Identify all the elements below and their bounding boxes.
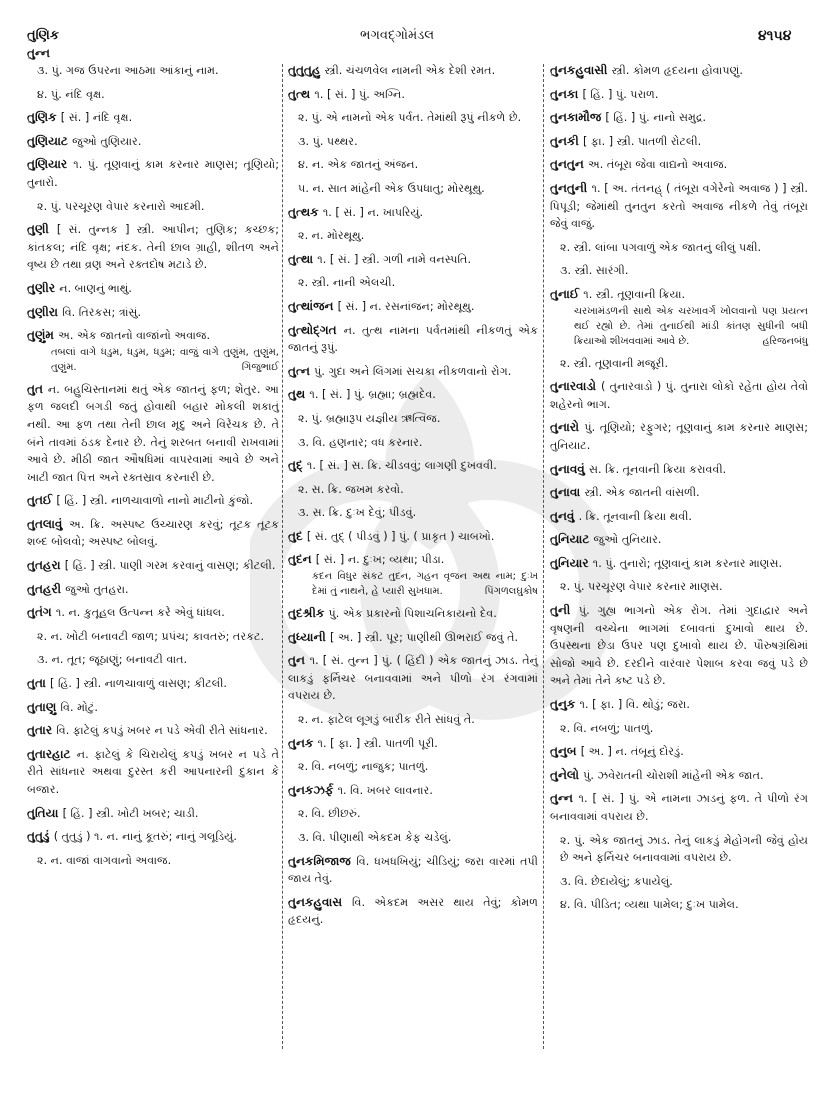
dictionary-entry: [27, 557, 279, 575]
definition: ( તુતુડું ) ૧. ન. નાનું કૂતરું; નાનું ગલૂડિયું.: [53, 830, 237, 844]
dictionary-entry: [288, 853, 538, 888]
dictionary-title: ભગવદ્ગોમંડલ: [360, 28, 435, 43]
citation-source: પિંગળલઘુકોષ: [484, 586, 538, 598]
definition: સ. ક્રિ. તૂનવાની ક્રિયા કરાવવી.: [588, 462, 727, 476]
dictionary-entry: [550, 896, 808, 914]
dictionary-entry: [27, 62, 279, 80]
dictionary-entry: [27, 604, 279, 622]
definition: [ હિં. ] સ્ત્રી. નાળચાવાળો નાનો માટીનો કુંજો.: [56, 494, 254, 508]
definition: [ ફા. ] સ્ત્રી. પાતળી રોટલી.: [582, 134, 702, 148]
definition: અ. તંબૂરા જેવા વાદ્યનો અવાજ.: [587, 158, 728, 172]
dictionary-entry: [550, 531, 808, 549]
headword: તુનારવાડો: [550, 379, 601, 394]
dictionary-entry: [550, 555, 808, 573]
headword: તુતુડું: [27, 829, 54, 844]
definition: સ્ત્રી. ચંચળવેલ નામની એક દેશી રમત.: [324, 64, 496, 77]
definition: જુઓ તુતહરા.: [65, 582, 129, 596]
headword: તુનાઈ: [550, 286, 584, 301]
dictionary-entry: [288, 204, 538, 222]
dictionary-entry: [27, 805, 279, 823]
definition: વિ. તિરકસ; ત્રાંસું.: [62, 305, 142, 319]
headword: તુણીરા: [27, 304, 63, 319]
definition: [ હિં. ] સ્ત્રી. નાળચાવાળું વાસણ; કીટલી.: [50, 677, 227, 691]
dictionary-entry: [288, 109, 538, 127]
definition: ૧. [ અ. તંતનહ્ ( તંબૂરા વગેરેનો અવાજ ) ] સ્ત્રી. પિપૂડી; જેમાંથી તુનતુન કરતો અવાજ નીકળે તેવું તંબૂરા જેવું વાજું.: [550, 181, 808, 231]
dictionary-entry: [550, 461, 808, 479]
dictionary-entry: [550, 767, 808, 785]
definition: ૧. પું. તૂણવાનું કામ કરનાર માણસ; તૂણિયો; તુનારો.: [27, 158, 279, 189]
dictionary-entry: [288, 363, 538, 381]
dictionary-entry: [288, 386, 538, 404]
headword: તુનિયાટ: [550, 532, 594, 547]
dictionary-entry: [27, 280, 279, 298]
column-3: [550, 62, 808, 920]
headword: તુનકઝર્ફ: [288, 782, 338, 797]
definition: ન. બહુચિસ્તાનમાં થતું એક જાતનું ફળ; શેતુર. આ ફળ જલદી બગડી જતું હોવાથી બહાર મોકલી શકાતું નથી. આ ફળ તથા તેની છાલ મૃદુ અને વિરેચક છે. તે બંને તાવમાં ઠંડક દેનાર છે. તેનું શરબત બનાવી રાખવામાં આવે છે. મીઠી જાત ઔષધિમાં વાપરવામાં આવે છે અને ખાટી જાત પિત્ત અને રક્તસ્રાવ કરનારી છે.: [27, 382, 279, 484]
guide-word-left: તુણિક: [27, 28, 60, 43]
headword: તુત્થક: [288, 204, 323, 219]
headword: તુદન: [288, 552, 316, 567]
headword: તુત્થ: [288, 86, 315, 101]
headword: તુતારહાટ: [27, 746, 77, 761]
dictionary-entry: [27, 699, 279, 717]
dictionary-entry: [288, 133, 538, 151]
headword: તુતા: [27, 676, 51, 691]
dictionary-entry: [288, 481, 538, 499]
definition: ૨. સ. ક્રિ. જખમ કરવો.: [298, 482, 404, 496]
definition: ૩. વિ. છેદાયેલું; કપાયેલું.: [560, 874, 673, 888]
definition: ન. ફાટેલું કે ચિરાયેલું કપડું ખબર ન પડે તે રીતે સાંધનાર અથવા દુરસ્ત કરી આપનારની દુકાન કે બજાર.: [27, 747, 279, 796]
dictionary-entry: [288, 274, 538, 292]
dictionary-entry: [550, 156, 808, 174]
dictionary-entry: [550, 578, 808, 596]
headword: તુનકહુવાસ: [288, 894, 352, 909]
headword: તુનકહુવાસી: [550, 63, 612, 77]
headword: તુતઈ: [27, 493, 57, 508]
dictionary-entry: [288, 829, 538, 847]
headword: તુનુક: [550, 697, 580, 712]
dictionary-entry: [550, 62, 808, 80]
definition: પું. એક પ્રકારનો પિશાચનિકાયનો દેવ.: [328, 607, 497, 621]
dictionary-entry: [27, 722, 279, 740]
definition: ( તુનારવાડો ) પું. તુનારા લોકો રહેતા હોય તેવો શહેરનો ભાગ.: [550, 380, 808, 411]
definition: જુઓ તુનિયાર.: [593, 533, 662, 547]
headword: તુતિયા: [27, 805, 63, 820]
dictionary-entry: [27, 492, 279, 510]
headword: તુનતુન: [550, 157, 588, 172]
headword: તુનકા: [550, 86, 583, 101]
dictionary-entry: [288, 322, 538, 357]
dictionary-entry: [288, 782, 538, 800]
dictionary-entry: [27, 628, 279, 646]
definition: ૩. પું. પથ્થર.: [298, 134, 358, 148]
dictionary-entry: [550, 180, 808, 233]
headword: તુન્ન: [550, 791, 579, 806]
dictionary-entry: [288, 62, 538, 80]
dictionary-entry: [27, 221, 279, 274]
definition: પું. ગુદા અને લિંગમાં સચકા નીકળવાનો રોગ.: [314, 364, 512, 378]
dictionary-entry: [550, 602, 808, 690]
definition: જુઓ તુણિયાર.: [72, 134, 142, 148]
definition: ૪. પું. નંદિ વૃક્ષ.: [37, 87, 105, 101]
headword: તુતંગ: [27, 605, 56, 620]
definition: ૨. સ્ત્રી. લાંબા પગવાળું એક જાતનું લીલું પક્ષી.: [560, 240, 762, 254]
definition: વિ. ફાટેલું કપડું ખબર ન પડે એવી રીતે સાંધનાર.: [56, 724, 268, 738]
definition: ૧. વિ. ખબર લાવનાર.: [337, 783, 433, 797]
dictionary-entry: [550, 355, 808, 373]
definition: અ. એક જાતનો વાજાંનો અવાજ.: [58, 329, 211, 343]
definition: ૨. પું. બ્રહ્મારૂપ યજ્ઞીય ઋત્વિજ.: [298, 411, 441, 425]
headword: તુણિયાર: [27, 157, 74, 172]
headword: તુથ: [288, 387, 310, 402]
definition: [ અ. ] ન. તંબૂનું દોરડું.: [580, 745, 684, 759]
dictionary-entry: [550, 133, 808, 151]
dictionary-entry: [288, 156, 538, 174]
definition: ૧. સ્ત્રી. તૂણવાની ક્રિયા.: [583, 287, 686, 301]
citation-quote: ચરખામંડળની સાથે એક ચરખાવર્ગ ખોલવાનો પણ પ્રયત્ન થઈ રહ્યો છે. તેમાં તુનાઈથી માંડી કાંતણ સુધીની બધી ક્રિયાઓ શીખવવામાં આવે છે. હરિજનબંધુ: [574, 305, 808, 347]
definition: ૨. ન. ફાટેલ લૂગડું બારીક રીતે સાંધવું તે.: [298, 713, 475, 727]
dictionary-entry: [550, 790, 808, 825]
column-divider: [543, 64, 544, 1049]
headword: તુની: [550, 603, 579, 618]
headword: તુનકામૌજ: [550, 110, 606, 125]
definition: . ક્રિ. તૂનવાની ક્રિયા થવી.: [578, 509, 692, 523]
headword: તુનકી: [550, 133, 583, 148]
dictionary-entry: [27, 109, 279, 127]
dictionary-entry: [288, 629, 538, 647]
headword: તુનતુની: [550, 180, 592, 195]
dictionary-entry: [550, 508, 808, 526]
dictionary-entry: [288, 86, 538, 104]
definition: ૩. પું. ગજ ઉપરના આઠમા આંકાનું નામ.: [37, 64, 219, 77]
definition: ૪. ન. એક જાતનું અંજન.: [298, 158, 419, 172]
headword: તુણિક: [27, 110, 61, 125]
dictionary-entry: [550, 743, 808, 761]
definition: [ સં. તુન્નક ] સ્ત્રી. આપીન; તુણિક; કચ્છક; કાંતકલ; નંદિ વૃક્ષ; નંદક. તેની છાલ ગ્રાહી, શીતળ અને વૃષ્ય છે તથા વ્રણ અને રક્તદોષ મટાડે છે.: [27, 223, 279, 272]
dictionary-entry: [288, 551, 538, 599]
headword: તુદ: [288, 528, 307, 543]
headword: તુનુબ: [550, 744, 581, 759]
dictionary-entry: [550, 419, 808, 454]
headword: તુનેલો: [550, 767, 584, 782]
definition: ૩. સ્ત્રી. સારંગી.: [560, 264, 629, 278]
definition: [ સં. તુદ્ ( પીડવું ) ] પું. ( પ્રાકૃત ) ચાબખો.: [306, 529, 495, 543]
dictionary-entry: [27, 675, 279, 693]
definition: પું. તૂણિયો; રફુગર; તૂણવાનું કામ કરનાર માણસ; તુનિયાટ.: [550, 421, 808, 452]
page-header: [0, 28, 825, 48]
definition: ૧. [ સં. ] સ્ત્રી. ગળી નામે વનસ્પતિ.: [317, 252, 472, 266]
definition: ૨. પું. એ નામનો એક પર્વત. તેમાંથી રૂપું નીકળે છે.: [298, 111, 522, 125]
dictionary-entry: [27, 516, 279, 551]
headword: તુનાવા: [550, 485, 585, 500]
definition: [ સં. ] નંદિ વૃક્ષ.: [60, 111, 133, 125]
headword: તુન: [288, 653, 310, 668]
definition: [ હિં. ] પું. નાનો સમુદ્ર.: [605, 111, 707, 125]
headword: તુણિયાટ: [27, 133, 73, 148]
definition: ૧. [ સં. ] પું. અગ્નિ.: [314, 87, 405, 101]
dictionary-entry: [27, 381, 279, 487]
definition: ૧. પું. તુનારો; તૂણવાનું કામ કરનાર માણસ.: [592, 556, 783, 570]
definition: સ્ત્રી. એક જાતની વાંસળી.: [584, 486, 700, 500]
dictionary-entry: [550, 484, 808, 502]
headword: તુણી: [27, 222, 57, 237]
dictionary-entry: [288, 735, 538, 753]
column-divider: [282, 64, 283, 1049]
definition: [ હિં. ] સ્ત્રી. ખોટી ખબર; ચાડી.: [62, 806, 199, 820]
definition: ૨. વિ. છીછરું.: [298, 807, 361, 821]
definition: ૨. ન. ખોટી બનાવટી જાળ; પ્રપંચ; કાવતરું; તરકટ.: [37, 629, 265, 643]
headword: તુનકમિજાજ: [288, 853, 357, 868]
definition: ૩. સ. ક્રિ. દુઃખ દેવું; પીડવું.: [298, 506, 417, 520]
definition: ૪. વિ. પીડિત; વ્યથા પામેલ; દુઃખ પામેલ.: [560, 898, 739, 912]
dictionary-entry: [288, 894, 538, 929]
definition: ૧. ન. કુતૂહલ ઉત્પન્ન કરે એવું ધાંધલ.: [55, 606, 225, 620]
headword: તુતહરા: [27, 558, 65, 573]
definition: ૧. [ સં. તુન્ન ] પું. ( હિંદી ) એક જાતનું ઝાડ. તેનું લાકડું ફર્નિચર બનાવવામાં અને પીળો રંગ રંગવામાં વપરાય છે.: [288, 654, 538, 703]
dictionary-entry: [550, 262, 808, 280]
dictionary-entry: [288, 805, 538, 823]
citation-source: હરિજનબંધુ: [762, 335, 808, 347]
headword: તુનિયાર: [550, 555, 593, 570]
definition: ૧. [ સં. ] ન. ખાપરિયું.: [322, 205, 424, 219]
dictionary-entry: [550, 696, 808, 714]
headword: તુનક: [288, 735, 318, 750]
dictionary-entry: [288, 180, 538, 198]
citation-source: ગિજુભાઈ: [241, 361, 279, 373]
definition: [ અ. ] સ્ત્રી. પૂર; પાણીથી ઊભરાઈ જવું તે.: [330, 630, 519, 644]
dictionary-entry: [27, 651, 279, 669]
headword: તુતુતુહુ: [288, 63, 325, 77]
definition: ૨. પું. પરચૂરણ વેપાર કરનાર માણસ.: [560, 580, 723, 594]
dictionary-entry: [27, 746, 279, 799]
definition: ૨. પું. પરચૂરણ વેપાર કરનારો આદમી.: [37, 199, 205, 213]
column-2: [288, 62, 538, 935]
definition: ૨. વિ. નબળું; નાજુક; પાતળું.: [298, 760, 429, 774]
definition: ૧. [ સં. ] પું. એ નામના ઝાડનું ફળ. તે પીળો રંગ બનાવવામાં વપરાય છે.: [550, 792, 809, 823]
definition: ૩. ન. તૂત; જૂઠાણું; બનાવટી વાત.: [37, 653, 188, 667]
headword: તુદ્: [288, 458, 307, 473]
headword: તુત્ન: [288, 363, 315, 378]
dictionary-entry: [288, 410, 538, 428]
dictionary-entry: [288, 758, 538, 776]
dictionary-entry: [550, 86, 808, 104]
headword: તુત્થા: [288, 251, 318, 266]
dictionary-entry: [288, 434, 538, 452]
headword: તુનારો: [550, 420, 585, 435]
dictionary-entry: [27, 156, 279, 191]
citation-quote: તબલાં વાગે ધડુમ, ધડુમ, ધડુમ; વાજું વાગે તુણુંમ, તુણુંમ, તુણુંમ. ગિજુભાઈ: [51, 346, 279, 373]
dictionary-entry: [27, 327, 279, 375]
definition: પું. ઝવેરાતની ચોરાશી માંહેની એક જાત.: [583, 768, 764, 782]
headword: તુતહરી: [27, 581, 66, 596]
definition: ૧. [ ફા. ] સ્ત્રી. પાતળી પૂરી.: [317, 736, 438, 750]
dictionary-entry: [288, 504, 538, 522]
dictionary-entry: [27, 828, 279, 846]
dictionary-entry: [550, 832, 808, 867]
definition: ૫. ન. સાત માંહેની એક ઉપધાતુ; મોરથૂથુ.: [298, 181, 485, 195]
dictionary-entry: [27, 304, 279, 322]
definition: અ. ક્રિ. અસ્પષ્ટ ઉચ્ચારણ કરવું; તૂટક તૂટક શબ્દ બોલવો; અસ્પષ્ટ બોલવું.: [27, 517, 279, 549]
definition: ૨. ન. વાજાં વાગવાનો અવાજ.: [37, 853, 172, 867]
dictionary-entry: [288, 711, 538, 729]
dictionary-entry: [288, 227, 538, 245]
dictionary-entry: [550, 109, 808, 127]
definition: ૧. [ સં. ] પું. બ્રહ્મા; બ્રહ્મદેવ.: [309, 388, 436, 402]
dictionary-entry: [27, 133, 279, 151]
dictionary-entry: [550, 239, 808, 257]
headword: તુત: [27, 381, 48, 396]
definition: [ હિં. ] સ્ત્રી. પાણી ગરમ કરવાનું વાસણ; કીટલી.: [64, 559, 276, 573]
headword: તુણીર: [27, 280, 60, 295]
headword: તુણુંમ: [27, 328, 59, 343]
definition: ૧. [ ફા. ] વિ. થોડું; જરા.: [579, 698, 690, 712]
definition: ૨. ન. મોરથૂથુ.: [298, 229, 365, 243]
dictionary-entry: [27, 86, 279, 104]
definition: ૩. વિ. પીણાથી એકદમ કેફ ચડેલું.: [298, 831, 452, 844]
headword: તુતલાવું: [27, 516, 70, 531]
headword: તુતાણુ: [27, 699, 61, 714]
headword: તુત્થાંજન: [288, 298, 338, 313]
headword: તુતાર: [27, 723, 57, 738]
definition: [ સં. ] ન. રસનાંજન; મોરથૂથુ.: [337, 299, 475, 313]
dictionary-entry: [27, 852, 279, 870]
definition: પું. ગુહ્ય ભાગનો એક રોગ. તેમાં ગુદાદ્વાર અને વૃષણની વચ્ચેના ભાગમાં દબાવતાં દુખાવો થાય છે. ઉપસ્થના છેડા ઉપર પણ દુખાવો થાય છે. પૌરુષગ્રંથિમાં સોજો આવે છે. દરદીને વારંવાર પેશાબ કરવા જવું પડે છે અને તેમાં તેને કષ્ટ પડે છે.: [550, 604, 808, 688]
dictionary-entry: [288, 251, 538, 269]
headword: તુદશ્રીક: [288, 606, 329, 621]
definition: [ હિં. ] પું. પરાળ.: [582, 87, 659, 101]
column-1: [27, 62, 279, 875]
dictionary-entry: [27, 581, 279, 599]
page-number: ૪૧૫૪: [758, 28, 792, 44]
definition: સ્ત્રી. કોમળ હૃદયના હોવાપણું.: [611, 64, 743, 77]
definition: ૧. [ સં. ] સ. ક્રિ. ચીડવવું; લાગણી દુખવવી.: [306, 459, 497, 473]
dictionary-entry: [288, 652, 538, 705]
dictionary-entry: [288, 528, 538, 546]
dictionary-entry: [288, 457, 538, 475]
headword: તુનવું: [550, 508, 579, 523]
definition: વિ. મોટું.: [60, 700, 98, 714]
definition: વિ. ધખધખિયું; ચીડિયું; જરા વારમાં તપી જાય તેવું.: [288, 854, 538, 886]
headword: તુધ્યાની: [288, 629, 331, 644]
citation-quote: કદન વિધુર સંકટ તુદન, ગહન વૃજન અથ નામ; દુઃખ દેમાં તું નાથને, હે પ્યારી સુખધામ. પિંગળલઘુકોષ: [312, 571, 538, 598]
dictionary-entry: [550, 873, 808, 891]
dictionary-entry: [288, 605, 538, 623]
definition: ન. બાણનું ભાથું.: [59, 281, 132, 295]
definition: ૩. વિ. હણનાર; વધ કરનાર.: [298, 435, 423, 449]
dictionary-entry: [288, 298, 538, 316]
dictionary-entry: [550, 378, 808, 413]
guide-word-top: તુન્ન: [27, 46, 50, 60]
definition: ન. તુત્થ નામના પર્વતમાંથી નીકળતું એક જાતનું રૂપું.: [288, 323, 539, 355]
headword: તુનાવવું: [550, 461, 589, 476]
headword: તુત્થોદ્ગત: [288, 322, 344, 337]
definition: વિ. એકદમ અસર થાય તેવું; કોમળ હૃદયનું.: [288, 895, 538, 927]
dictionary-entry: [27, 198, 279, 216]
definition: ૨. પું. એક જાતનું ઝાડ. તેનું લાકડું મેહોગની જેવું હોય છે અને ફર્નિચર બનાવવામાં વપરાય છે.: [560, 833, 808, 865]
dictionary-entry: [550, 286, 808, 349]
definition: ૨. સ્ત્રી. નાની એલચી.: [298, 276, 396, 290]
dictionary-entry: [550, 720, 808, 738]
definition: ૨. વિ. નબળું; પાતળું.: [560, 721, 654, 735]
definition: ૨. સ્ત્રી. તૂણવાની મજૂરી.: [560, 356, 669, 370]
definition: [ સં. ] ન. દુઃખ; વ્યથા; પીડા.: [315, 553, 445, 567]
